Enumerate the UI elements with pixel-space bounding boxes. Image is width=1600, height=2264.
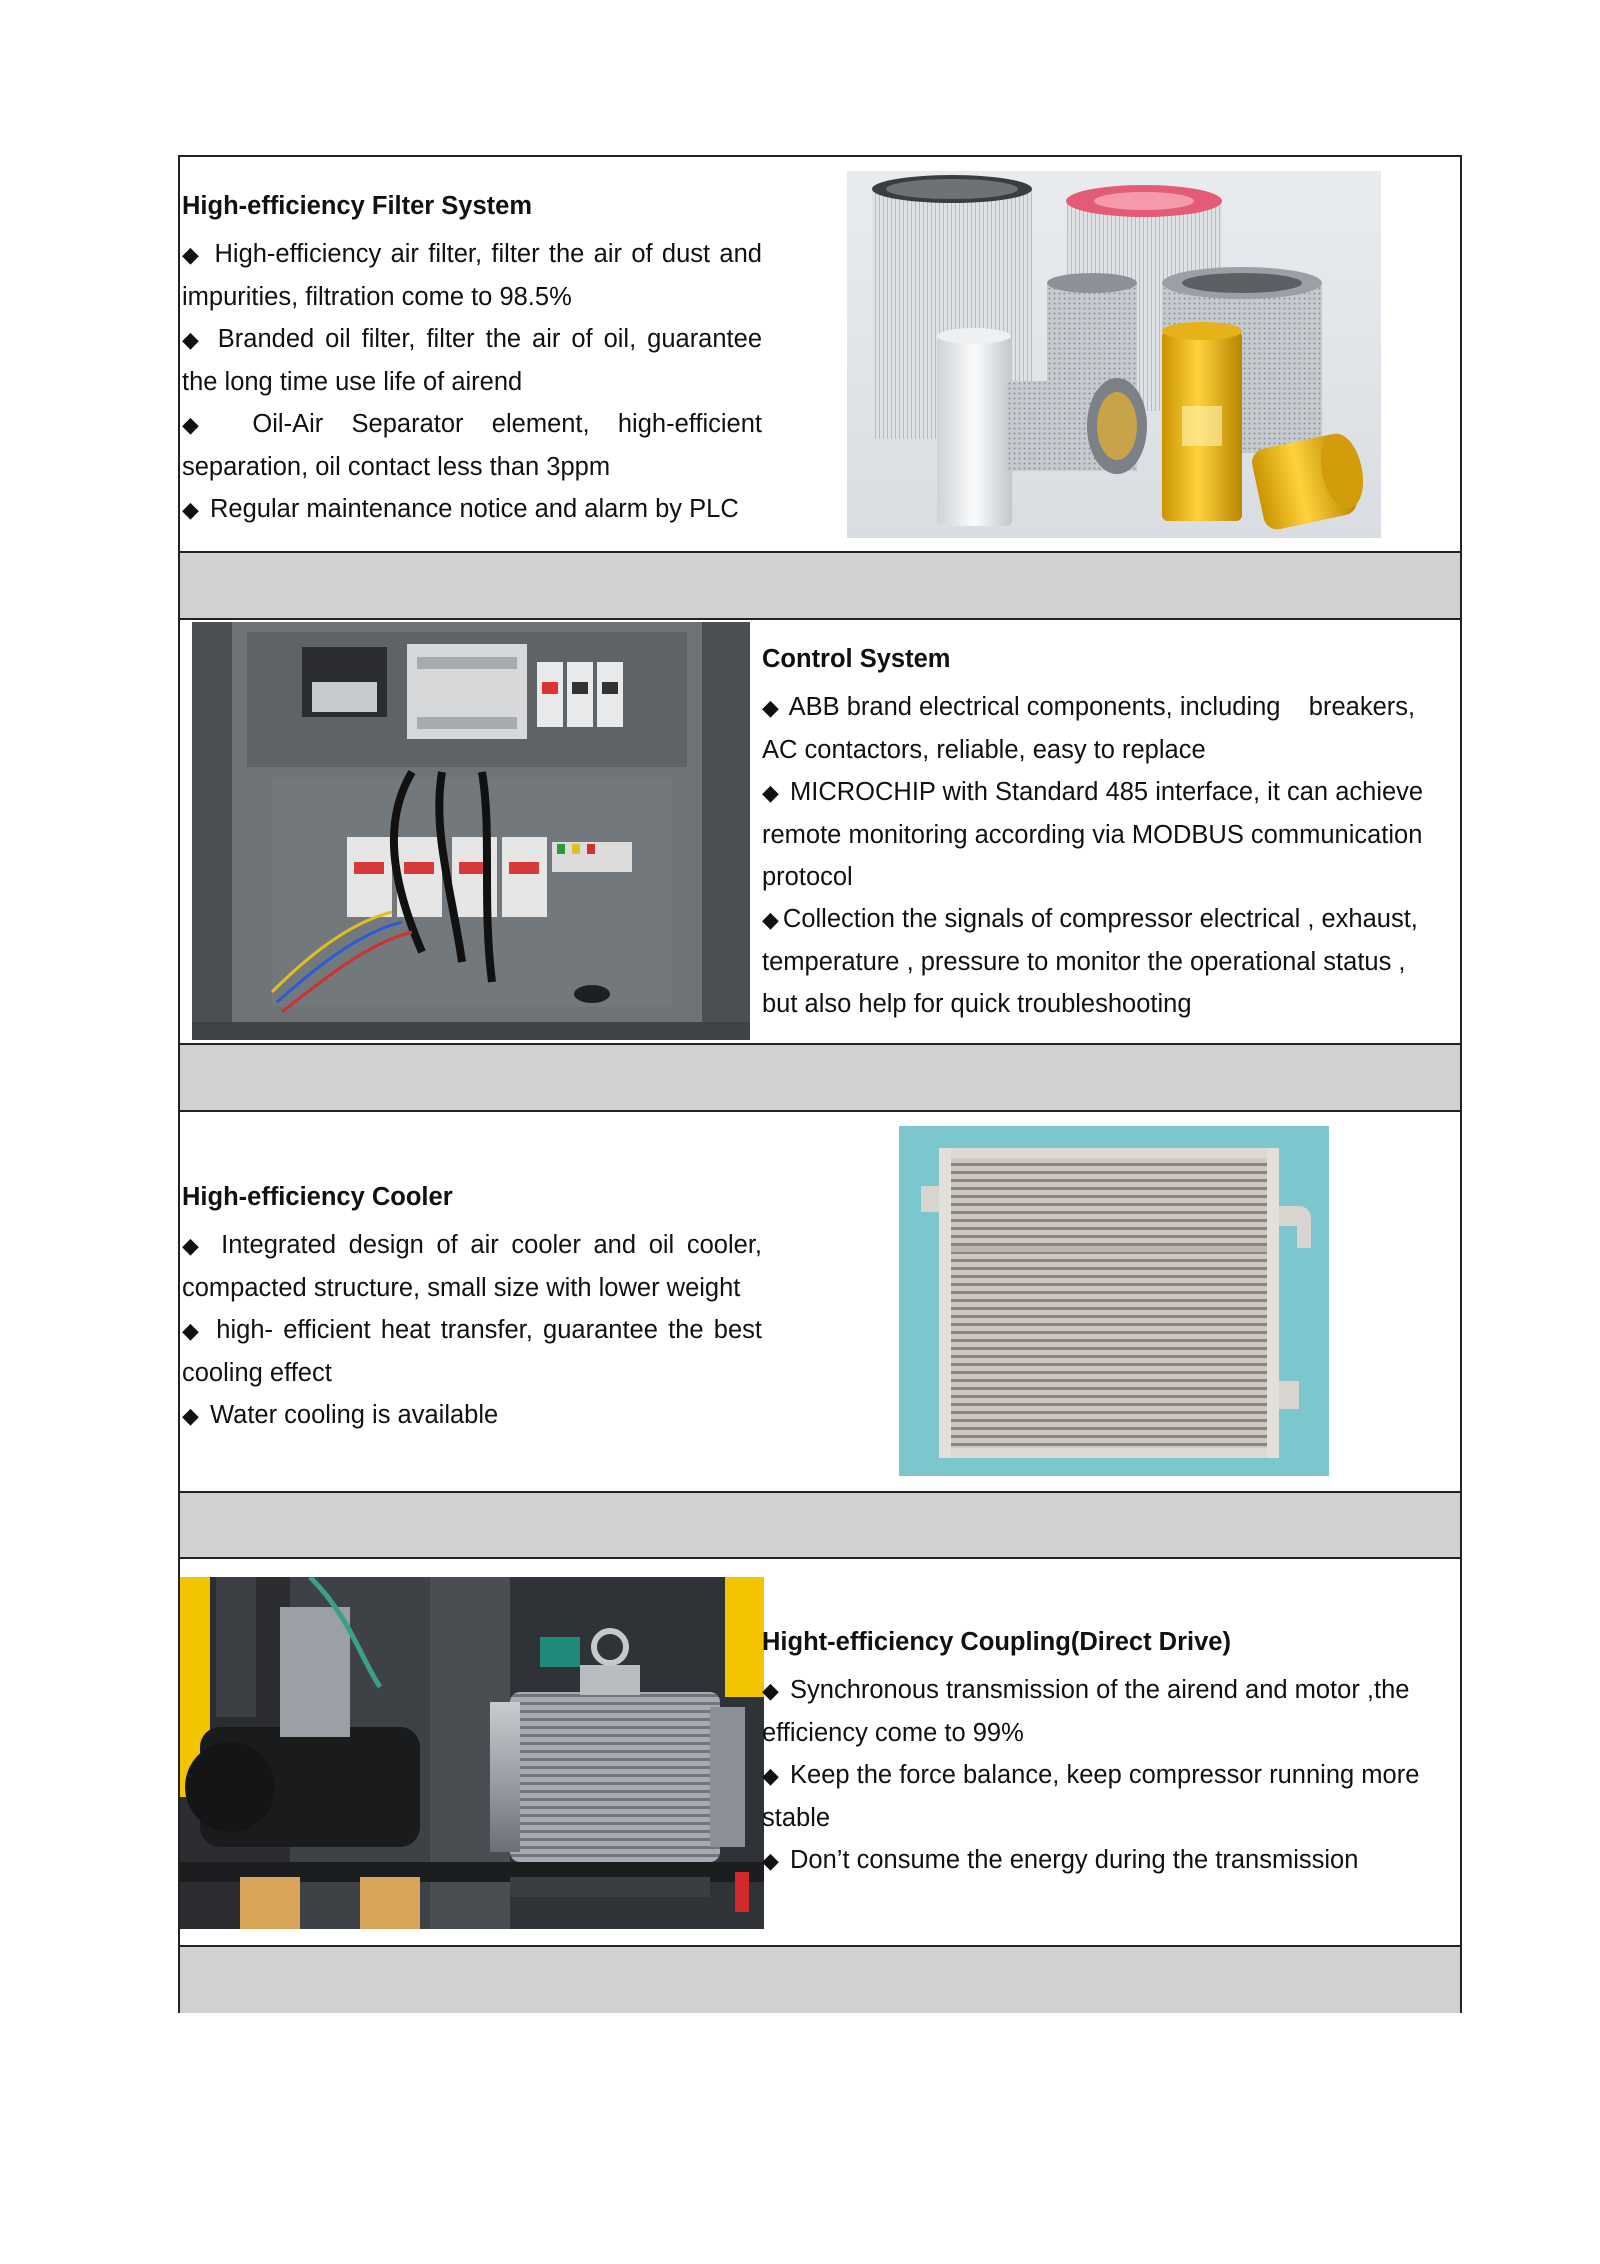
control-text bbox=[762, 642, 1442, 1025]
bullet-item bbox=[182, 1309, 762, 1394]
bullet-text: Synchronous transmission of the airend and motor ,the efficiency come to 99% bbox=[762, 1676, 1410, 1747]
bullet-text: high- efficient heat transfer, guarantee the best cooling effect bbox=[182, 1316, 763, 1387]
bullet-item bbox=[182, 488, 762, 531]
diamond-bullet-icon: ◆ bbox=[182, 497, 199, 522]
diamond-bullet-icon: ◆ bbox=[182, 1318, 203, 1343]
bullet-text: Keep the force balance, keep compressor running more stable bbox=[762, 1761, 1420, 1832]
coupling-photo bbox=[180, 1577, 764, 1929]
bullet-item bbox=[182, 403, 762, 488]
diamond-bullet-icon: ◆ bbox=[762, 695, 779, 720]
bullet-item bbox=[762, 686, 1442, 771]
bullet-item bbox=[182, 1394, 762, 1437]
diamond-bullet-icon: ◆ bbox=[762, 780, 779, 805]
section-title: High-efficiency Filter System bbox=[182, 192, 533, 220]
bullet-item bbox=[762, 771, 1442, 898]
bullet-item bbox=[762, 898, 1442, 1025]
bullet-text: Collection the signals of compressor electrical , exhaust, temperature , pressure to monitor the operational status , but also help for quick troubleshooting bbox=[762, 905, 1418, 1018]
spec-table bbox=[178, 155, 1462, 2013]
bullet-text: ABB brand electrical components, including breakers, AC contactors, reliable, easy to replace bbox=[762, 693, 1421, 764]
bullet-text: Don’t consume the energy during the transmission bbox=[790, 1846, 1359, 1874]
coupling-text bbox=[762, 1625, 1442, 1882]
spacer-row bbox=[180, 1493, 1460, 1559]
diamond-bullet-icon: ◆ bbox=[182, 1233, 205, 1258]
bullet-item bbox=[182, 233, 762, 318]
bullet-item bbox=[762, 1669, 1442, 1754]
cooler-photo bbox=[899, 1126, 1329, 1476]
diamond-bullet-icon: ◆ bbox=[762, 1763, 779, 1788]
cooler-text bbox=[182, 1180, 762, 1437]
diamond-bullet-icon: ◆ bbox=[182, 1403, 199, 1428]
bullet-item bbox=[182, 1224, 762, 1309]
control-cabinet-photo bbox=[192, 622, 750, 1040]
bullet-item bbox=[762, 1839, 1442, 1882]
diamond-bullet-icon: ◆ bbox=[762, 1678, 779, 1703]
bullet-text: Water cooling is available bbox=[210, 1401, 499, 1429]
bullet-item bbox=[182, 318, 762, 403]
filter-text bbox=[182, 189, 762, 531]
section-title: Hight-efficiency Coupling(Direct Drive) bbox=[762, 1628, 1231, 1656]
bullet-text: Integrated design of air cooler and oil cooler, compacted structure, small size with lower weight bbox=[182, 1231, 763, 1302]
diamond-bullet-icon: ◆ bbox=[182, 242, 202, 267]
section-control-system bbox=[180, 620, 1460, 1045]
bullet-text: Oil-Air Separator element, high-efficient separation, oil contact less than 3ppm bbox=[182, 410, 763, 481]
section-cooler bbox=[180, 1112, 1460, 1493]
section-title: Control System bbox=[762, 645, 951, 673]
bullet-text: Branded oil filter, filter the air of oil, guarantee the long time use life of airend bbox=[182, 325, 762, 396]
diamond-bullet-icon: ◆ bbox=[182, 327, 203, 352]
bullet-text: Regular maintenance notice and alarm by PLC bbox=[210, 495, 739, 523]
bullet-text: High-efficiency air filter, filter the air of dust and impurities, filtration come to 98.5% bbox=[182, 240, 762, 311]
section-filter-system bbox=[180, 157, 1460, 553]
section-coupling bbox=[180, 1559, 1460, 1947]
spacer-row bbox=[180, 1947, 1460, 2013]
bullet-item bbox=[762, 1754, 1442, 1839]
filters-photo bbox=[847, 171, 1381, 538]
bullet-text: MICROCHIP with Standard 485 interface, it can achieve remote monitoring according via MODBUS communication protocol bbox=[762, 778, 1424, 891]
diamond-bullet-icon: ◆ bbox=[762, 1848, 779, 1873]
diamond-bullet-icon: ◆ bbox=[182, 412, 221, 437]
section-title: High-efficiency Cooler bbox=[182, 1183, 453, 1211]
diamond-bullet-icon: ◆ bbox=[762, 907, 779, 932]
spacer-row bbox=[180, 553, 1460, 620]
spacer-row bbox=[180, 1045, 1460, 1112]
